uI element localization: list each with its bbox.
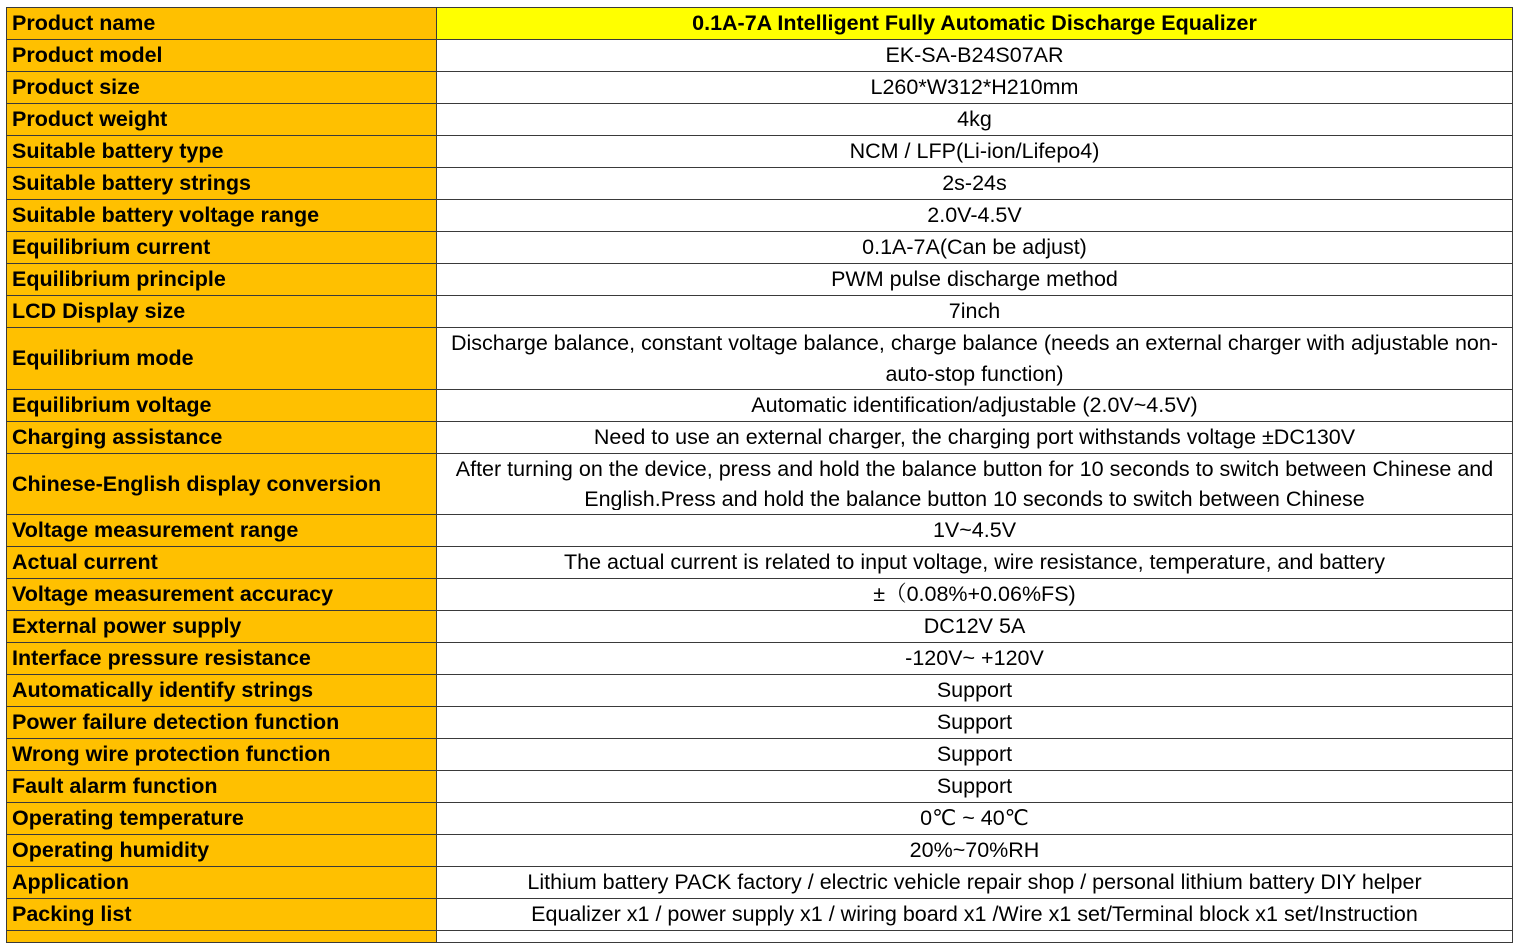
spec-row-application — [7, 867, 1513, 899]
spec-value: Automatic identification/adjustable (2.0V~4.5V) — [437, 390, 1513, 422]
spec-label: Product size — [7, 72, 437, 104]
spec-label: Chinese-English display conversion — [7, 454, 437, 515]
spec-value — [437, 931, 1513, 943]
spec-value: Support — [437, 675, 1513, 707]
spec-label: Voltage measurement accuracy — [7, 579, 437, 611]
spec-label: Charging assistance — [7, 422, 437, 454]
spec-value: PWM pulse discharge method — [437, 264, 1513, 296]
spec-row-empty — [7, 931, 1513, 943]
spec-value: 2s-24s — [437, 168, 1513, 200]
spec-row-product-size — [7, 72, 1513, 104]
spec-value: Equalizer x1 / power supply x1 / wiring board x1 /Wire x1 set/Terminal block x1 set/Instruction — [437, 899, 1513, 931]
spec-value: 0.1A-7A Intelligent Fully Automatic Discharge Equalizer — [437, 8, 1513, 40]
spec-value: The actual current is related to input voltage, wire resistance, temperature, and battery — [437, 547, 1513, 579]
spec-row-charging-assistance — [7, 422, 1513, 454]
spec-row-voltage-range — [7, 200, 1513, 232]
spec-row-wrong-wire — [7, 739, 1513, 771]
spec-label: Suitable battery type — [7, 136, 437, 168]
spec-value: 0.1A-7A(Can be adjust) — [437, 232, 1513, 264]
spec-row-operating-temperature — [7, 803, 1513, 835]
spec-row-equilibrium-mode — [7, 328, 1513, 390]
spec-value-text: After turning on the device, press and hold the balance button for 10 seconds to switch between Chinese and English.Press and hold the balance button 10 seconds to switch between Chinese — [455, 457, 1494, 510]
spec-label — [7, 931, 437, 943]
spec-value: ±（0.08%+0.06%FS) — [437, 579, 1513, 611]
spec-value: 0℃ ~ 40℃ — [437, 803, 1513, 835]
spec-row-lcd-size — [7, 296, 1513, 328]
spec-row-battery-type — [7, 136, 1513, 168]
spec-row-external-power — [7, 611, 1513, 643]
spec-label: Interface pressure resistance — [7, 643, 437, 675]
spec-row-product-weight — [7, 104, 1513, 136]
spec-row-equilibrium-current — [7, 232, 1513, 264]
spec-row-battery-strings — [7, 168, 1513, 200]
spec-value: Support — [437, 771, 1513, 803]
spec-value: Support — [437, 707, 1513, 739]
spec-row-pressure-resistance — [7, 643, 1513, 675]
spec-row-measurement-accuracy — [7, 579, 1513, 611]
spec-value: Need to use an external charger, the charging port withstands voltage ±DC130V — [437, 422, 1513, 454]
spec-label: Packing list — [7, 899, 437, 931]
spec-row-equilibrium-voltage — [7, 390, 1513, 422]
spec-label: Equilibrium voltage — [7, 390, 437, 422]
spec-value: 20%~70%RH — [437, 835, 1513, 867]
spec-row-product-model — [7, 40, 1513, 72]
spec-label: Automatically identify strings — [7, 675, 437, 707]
spec-label: Equilibrium mode — [7, 328, 437, 390]
spec-label: Suitable battery strings — [7, 168, 437, 200]
spec-label: Equilibrium principle — [7, 264, 437, 296]
spec-label: External power supply — [7, 611, 437, 643]
spec-label: Suitable battery voltage range — [7, 200, 437, 232]
spec-label: Actual current — [7, 547, 437, 579]
spec-row-packing-list — [7, 899, 1513, 931]
spec-label: Application — [7, 867, 437, 899]
spec-value: Discharge balance, constant voltage balance, charge balance (needs an external charger with adjustable non-auto-stop function) — [437, 328, 1513, 390]
spec-value: 4kg — [437, 104, 1513, 136]
spec-table — [6, 7, 1513, 943]
spec-label: Product model — [7, 40, 437, 72]
spec-label: Voltage measurement range — [7, 515, 437, 547]
spec-label: Equilibrium current — [7, 232, 437, 264]
spec-value: 7inch — [437, 296, 1513, 328]
spec-value: Lithium battery PACK factory / electric vehicle repair shop / personal lithium battery DIY helper — [437, 867, 1513, 899]
spec-value: EK-SA-B24S07AR — [437, 40, 1513, 72]
spec-value: 1V~4.5V — [437, 515, 1513, 547]
spec-label: Product name — [7, 8, 437, 40]
spec-row-equilibrium-principle — [7, 264, 1513, 296]
spec-value: Support — [437, 739, 1513, 771]
spec-row-fault-alarm — [7, 771, 1513, 803]
spec-label: Power failure detection function — [7, 707, 437, 739]
spec-label: Product weight — [7, 104, 437, 136]
spec-row-measurement-range — [7, 515, 1513, 547]
spec-value: 2.0V-4.5V — [437, 200, 1513, 232]
spec-row-actual-current — [7, 547, 1513, 579]
spec-label: Operating humidity — [7, 835, 437, 867]
spec-row-identify-strings — [7, 675, 1513, 707]
spec-value — [437, 454, 1513, 515]
spec-row-product-name — [7, 8, 1513, 40]
spec-value: NCM / LFP(Li-ion/Lifepo4) — [437, 136, 1513, 168]
spec-label: Operating temperature — [7, 803, 437, 835]
spec-row-display-conversion — [7, 454, 1513, 515]
spec-label: Fault alarm function — [7, 771, 437, 803]
spec-label: Wrong wire protection function — [7, 739, 437, 771]
spec-value: -120V~ +120V — [437, 643, 1513, 675]
spec-value: DC12V 5A — [437, 611, 1513, 643]
spec-value: L260*W312*H210mm — [437, 72, 1513, 104]
spec-row-power-failure — [7, 707, 1513, 739]
spec-row-operating-humidity — [7, 835, 1513, 867]
spec-label: LCD Display size — [7, 296, 437, 328]
